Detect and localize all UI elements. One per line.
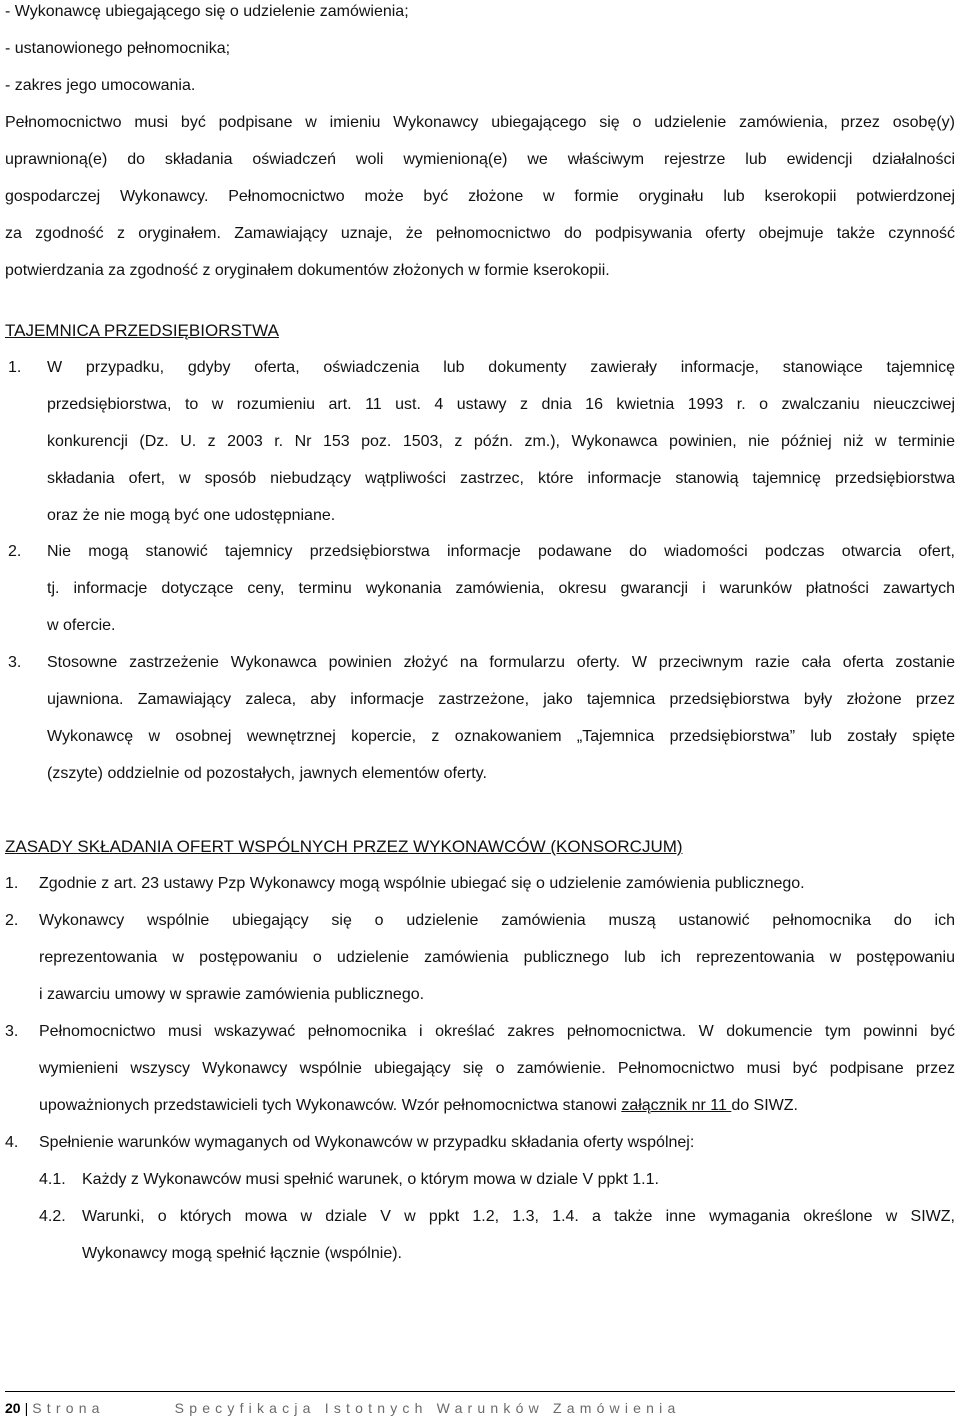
page-footer (5, 1398, 680, 1418)
footer-page-label: Strona (32, 1400, 105, 1416)
paragraph-line: Pełnomocnictwo musi być podpisane w imieniu Wykonawcy ubiegającego się o udzielenie zamówienia, przez osobę(y) (5, 114, 955, 131)
sublist-number: 4.2. (39, 1208, 66, 1225)
list-item-line: W przypadku, gdyby oferta, oświadczenia lub dokumenty zawierały informacje, stanowiące tajemnicę (47, 359, 955, 376)
list-number: 4. (5, 1134, 19, 1151)
sublist-number: 4.1. (39, 1171, 66, 1188)
paragraph-line: uprawnioną(e) do składania oświadczeń woli wymienioną(e) we właściwym rejestrze lub ewidencji działalności (5, 151, 955, 168)
list-item-line: (zszyte) oddzielnie od pozostałych, jawnych elementów oferty. (47, 765, 487, 782)
bullet-line: - zakres jego umocowania. (5, 77, 196, 94)
bullet-line: - ustanowionego pełnomocnika; (5, 40, 231, 57)
sublist-item-line: Każdy z Wykonawców musi spełnić warunek, o którym mowa w dziale V ppkt 1.1. (82, 1171, 659, 1188)
paragraph-line: za zgodność z oryginałem. Zamawiający uznaje, że pełnomocnictwo do podpisywania oferty obejmuje także czynność (5, 225, 955, 242)
list-number: 3. (8, 654, 22, 671)
footer-document-title: Specyfikacja Istotnych Warunków Zamówienia (174, 1400, 681, 1416)
footer-separator: | (24, 1400, 29, 1416)
bullet-line: - Wykonawcę ubiegającego się o udzielenie zamówienia; (5, 3, 409, 20)
list-item-line: Pełnomocnictwo musi wskazywać pełnomocnika i określać zakres pełnomocnictwa. W dokumencie tym powinni być (39, 1023, 955, 1040)
list-item-line: w ofercie. (47, 617, 116, 634)
footer-divider (5, 1391, 955, 1392)
list-item-line: wymienieni wszyscy Wykonawcy wspólnie ubiegający się o zamówienie. Pełnomocnictwo musi być podpisane przez (39, 1060, 955, 1077)
list-number: 3. (5, 1023, 19, 1040)
list-item-line (39, 1095, 955, 1117)
list-item-line: oraz że nie mogą być one udostępniane. (47, 507, 336, 524)
sublist-item-line: Warunki, o których mowa w dziale V w ppkt 1.2, 1.3, 1.4. a także inne wymagania określone w SIWZ, (82, 1208, 955, 1225)
list-number: 1. (5, 875, 19, 892)
list-item-line: Nie mogą stanowić tajemnicy przedsiębiorstwa informacje podawane do wiadomości podczas otwarcia ofert, (47, 543, 955, 560)
list-item-line: ujawniona. Zamawiający zaleca, aby informacje zastrzeżone, jako tajemnica przedsiębiorstwa były złożone przez (47, 691, 955, 708)
attachment-link[interactable]: załącznik nr 11 (621, 1097, 732, 1114)
list-number: 2. (5, 912, 19, 929)
list-item-line: Stosowne zastrzeżenie Wykonawca powinien złożyć na formularzu oferty. W przeciwnym razie cała oferta zostanie (47, 654, 955, 671)
list-item-line: i zawarciu umowy w sprawie zamówienia publicznego. (39, 986, 425, 1003)
list-item-line: składania ofert, w sposób niebudzący wątpliwości zastrzec, które informacje stanowią tajemnicę przedsiębiorstwa (47, 470, 955, 487)
list-item-line: przedsiębiorstwa, to w rozumieniu art. 11 ust. 4 ustawy z dnia 16 kwietnia 1993 r. o zwalczaniu nieuczciwej (47, 396, 955, 413)
list-number: 2. (8, 543, 22, 560)
list-item-line: konkurencji (Dz. U. z 2003 r. Nr 153 poz. 1503, z późn. zm.), Wykonawca powinien, nie później niż w terminie (47, 433, 955, 450)
list-item-line: tj. informacje dotyczące ceny, terminu wykonania zamówienia, okresu gwarancji i warunków płatności zawartych (47, 580, 955, 597)
list-item-text: upoważnionych przedstawicieli tych Wykonawców. Wzór pełnomocnictwa stanowi (39, 1097, 622, 1114)
list-item-line: Wykonawcy wspólnie ubiegający się o udzielenie zamówienia muszą ustanowić pełnomocnika do ich (39, 912, 955, 929)
sublist-item-line: Wykonawcy mogą spełnić łącznie (wspólnie). (82, 1245, 402, 1262)
section-heading-consortium: ZASADY SKŁADANIA OFERT WSPÓLNYCH PRZEZ WYKONAWCÓW (KONSORCJUM) (5, 837, 683, 856)
section-heading-trade-secret: TAJEMNICA PRZEDSIĘBIORSTWA (5, 321, 279, 340)
list-item-text: do SIWZ. (731, 1097, 798, 1114)
paragraph-line: potwierdzania za zgodność z oryginałem dokumentów złożonych w formie kserokopii. (5, 262, 610, 279)
list-item-line: reprezentowania w postępowaniu o udzielenie zamówienia publicznego lub ich reprezentowania w postępowaniu (39, 949, 955, 966)
list-item-line: Spełnienie warunków wymaganych od Wykonawców w przypadku składania oferty wspólnej: (39, 1134, 695, 1151)
paragraph-line: gospodarczej Wykonawcy. Pełnomocnictwo może być złożone w formie oryginału lub kserokopii potwierdzonej (5, 188, 955, 205)
list-item-line: Zgodnie z art. 23 ustawy Pzp Wykonawcy mogą wspólnie ubiegać się o udzielenie zamówienia publicznego. (39, 875, 805, 892)
list-number: 1. (8, 359, 22, 376)
page-number: 20 (5, 1400, 21, 1416)
list-item-line: Wykonawcę w osobnej wewnętrznej kopercie, z oznakowaniem „Tajemnica przedsiębiorstwa” lub zostały spięte (47, 728, 955, 745)
